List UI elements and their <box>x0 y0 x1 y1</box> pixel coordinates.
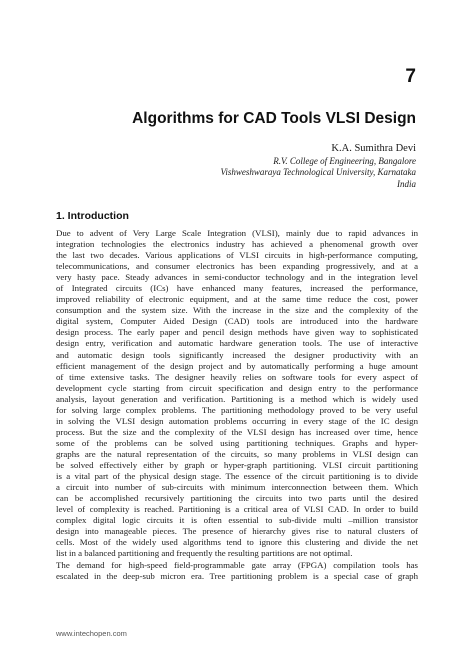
text-line: cells. Most of the widely used algorithms tend to ignore this clustering and divide the net <box>56 537 418 548</box>
text-line: digital system, Computer Aided Design (CAD) tools are introduced into the hardware <box>56 316 418 327</box>
text-line: and automatic design tools significantly increased the designer productivity with an <box>56 349 418 360</box>
section-heading: 1. Introduction <box>56 210 129 222</box>
author-block <box>221 143 417 190</box>
text-line: design entry, verification and automatic hardware generation tools. The use of interactive <box>56 338 418 349</box>
affiliation-line: India <box>397 178 416 189</box>
text-line: analysis, layout generation and verification. Partitioning is a method which is widely used <box>56 393 418 404</box>
text-line: be solved effectively either by graph or hyper-graph partitioning. VLSI circuit partitioning <box>56 459 418 470</box>
affiliation-line: R.V. College of Engineering, Bangalore <box>273 155 416 166</box>
text-line: in solving the VLSI design automation problems occurring in every stage of the IC design <box>56 415 418 426</box>
text-line: level of complexity is reached. Partitioning is a critical area of VLSI CAD. In order to build <box>56 504 418 515</box>
text-line: The demand for high-speed field-programmable gate array (FPGA) compilation tools has <box>56 560 418 570</box>
text-line: design into manageable pieces. The presence of hierarchy gives rise to natural clusters of <box>56 526 418 537</box>
chapter-title: Algorithms for CAD Tools VLSI Design <box>132 110 416 127</box>
text-line: Due to advent of Very Large Scale Integration (VLSI), mainly due to rapid advances in <box>56 228 418 238</box>
text-line: complex digital logic circuits it is often essential to sub-divide multi –million transistor <box>56 515 418 526</box>
text-line: efficient management of the design project and by automatically performing a huge amount <box>56 360 418 371</box>
author-name: K.A. Sumithra Devi <box>331 143 416 154</box>
text-line: is a vital part of the physical design stage. The essence of the circuit partitioning is to divide <box>56 471 418 482</box>
affiliation-line: Vishweshwaraya Technological University, Karnataka <box>220 167 416 177</box>
text-line: a circuit into number of sub-circuits with minimum interconnection between them. Which <box>56 482 418 493</box>
body-paragraph <box>56 228 418 559</box>
text-line: process. But the size and the complexity of the VLSI design has increased over time, hence <box>56 426 418 437</box>
text-line: improved reliability of electronic equipment, and at the same time reduce the cost, power <box>56 294 418 305</box>
text-line: very hasty pace. Steady advances in semi-conductor technology and in the integration level <box>56 272 418 283</box>
chapter-number: 7 <box>405 66 416 87</box>
text-line: list in a balanced partitioning and frequently the resulting partitions are not optimal. <box>56 548 353 559</box>
text-line: design process. The early paper and pencil design methods have given way to sophisticated <box>56 327 418 338</box>
footer-url: www.intechopen.com <box>56 629 127 638</box>
body-paragraph <box>56 560 418 582</box>
text-line: graphs are the natural representation of the circuits, so many problems in VLSI design can <box>56 448 418 459</box>
text-line: for solving large complex problems. The partitioning methodology proved to be very useful <box>56 404 418 415</box>
text-line: integration technologies the electronics industry has achieved a phenomenal growth over <box>56 239 418 250</box>
text-line: consumption and the system size. With the increase in the size and the complexity of the <box>56 305 418 316</box>
text-line: escalated in the deep-sub micron era. Tree partitioning problem is a special case of graph <box>56 571 418 582</box>
text-line: development cycle starting from circuit specification and design entry to the performance <box>56 382 418 393</box>
text-line: can be accomplished recursively partitioning the circuits into two parts until the desired <box>56 493 418 504</box>
text-line: of Integrated circuits (ICs) have enhanced many features, increased the performance, <box>56 283 418 294</box>
text-line: telecommunications, and consumer electronics has been expanding progressively, and at a <box>56 261 418 272</box>
text-line: the last two decades. Various applications of VLSI circuits in high-performance computing, <box>56 250 418 261</box>
text-line: some of the problems can be solved using partitioning techniques. Graphs and hyper- <box>56 437 418 448</box>
text-line: of time extensive tasks. The designer heavily relies on software tools for every aspect of <box>56 371 418 382</box>
